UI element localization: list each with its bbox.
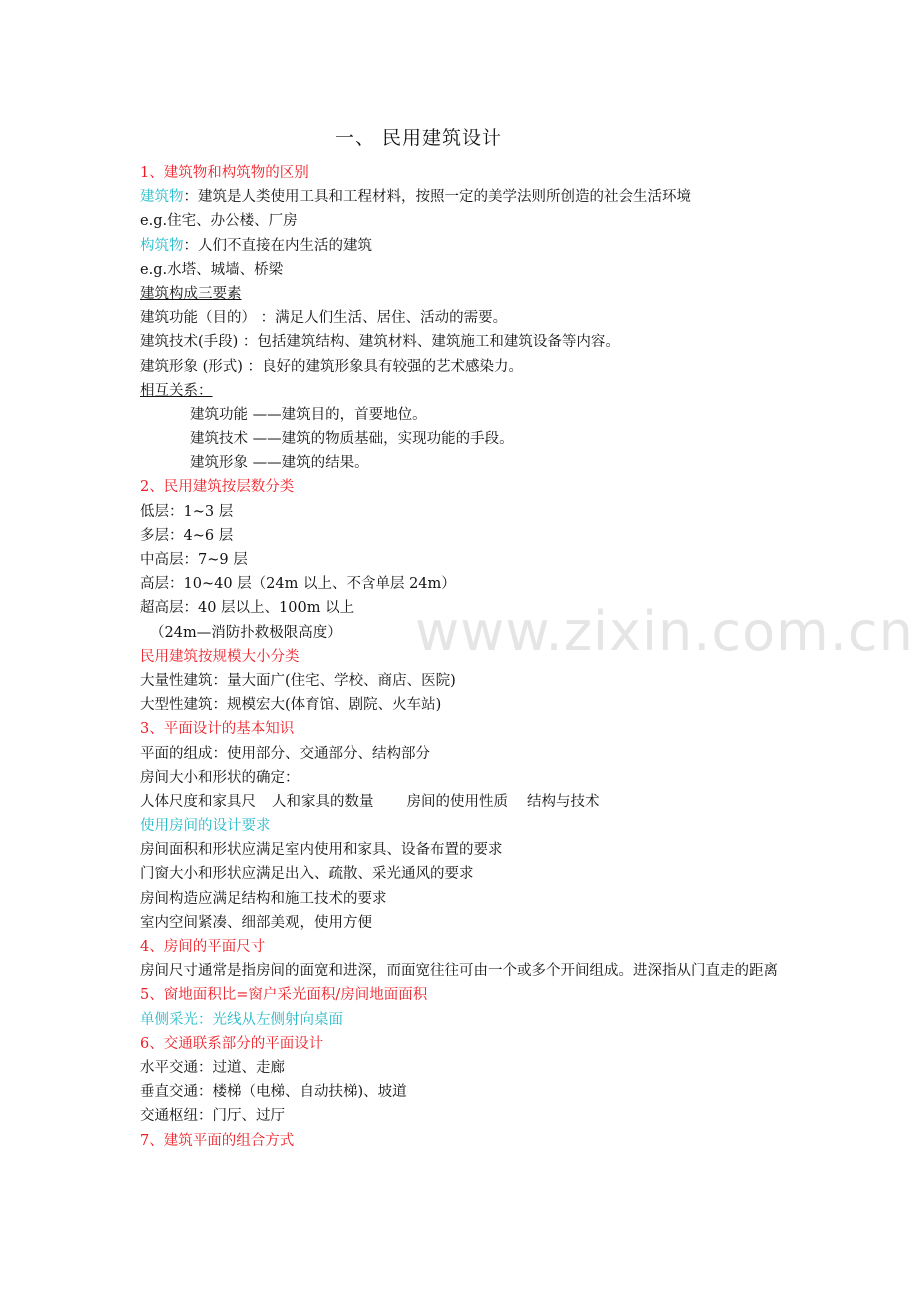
fire-height-note: （24m—消防扑救极限高度） xyxy=(150,624,342,641)
section-2-heading: 2、民用建筑按层数分类 xyxy=(140,479,295,496)
element-technology: 建筑技术(手段) ：包括建筑结构、建筑材料、建筑施工和建筑设备等内容。 xyxy=(140,334,620,351)
element-function: 建筑功能（目的） ：满足人们生活、居住、活动的需要。 xyxy=(140,310,508,327)
section-1-heading: 1、建筑物和构筑物的区别 xyxy=(140,165,309,181)
factor-item: 结构与技术 xyxy=(527,793,600,810)
scale-large: 大型性建筑：规模宏大(体育馆、剧院、火车站) xyxy=(140,697,442,714)
traffic-hub: 交通枢纽：门厅、过厅 xyxy=(140,1108,285,1125)
building-def-text: ：建筑是人类使用工具和工程材料，按照一定的美学法则所创造的社会生活环境 xyxy=(183,189,691,206)
document-page xyxy=(140,120,800,1153)
room-size-heading: 房间大小和形状的确定： xyxy=(140,769,300,786)
plan-composition: 平面的组成：使用部分、交通部分、结构部分 xyxy=(140,745,430,762)
floors-low: 低层：1~3 层 xyxy=(140,503,234,520)
floors-multi: 多层：4~6 层 xyxy=(140,527,234,544)
elements-heading: 建筑构成三要素 xyxy=(140,285,242,302)
relation-image: 建筑形象 ——建筑的结果。 xyxy=(190,455,369,472)
requirement-item: 室内空间紧凑、细部美观，使用方便 xyxy=(140,914,372,931)
section-6-heading: 6、交通联系部分的平面设计 xyxy=(140,1035,324,1052)
factor-item: 人和家具的数量 xyxy=(272,793,374,810)
building-example: e.g.住宅、办公楼、厂房 xyxy=(140,213,298,230)
relation-heading: 相互关系： xyxy=(140,382,213,399)
factor-item: 房间的使用性质 xyxy=(406,793,508,810)
relation-technology: 建筑技术 ——建筑的物质基础，实现功能的手段。 xyxy=(190,431,514,448)
structure-term: 构筑物 xyxy=(140,237,184,254)
structure-definition xyxy=(140,234,800,258)
floors-high: 高层：10~40 层（24m 以上、不含单层 24m） xyxy=(140,576,456,593)
watermark: www.zixin.com.cn xyxy=(415,600,914,663)
floors-midhigh: 中高层：7~9 层 xyxy=(140,552,248,568)
element-image: 建筑形象 (形式) ：良好的建筑形象具有较强的艺术感染力。 xyxy=(140,358,524,375)
scale-mass: 大量性建筑：量大面广(住宅、学校、商店、医院) xyxy=(140,672,456,689)
scale-heading: 民用建筑按规模大小分类 xyxy=(140,648,300,665)
section-5-heading: 5、窗地面积比=窗户采光面积/房间地面面积 xyxy=(140,987,428,1004)
factor-item: 人体尺度和家具尺 xyxy=(140,793,256,810)
horizontal-traffic: 水平交通：过道、走廊 xyxy=(140,1059,285,1076)
structure-def-text: ：人们不直接在内生活的建筑 xyxy=(183,237,372,254)
section-4-heading: 4、房间的平面尺寸 xyxy=(140,939,266,955)
vertical-traffic: 垂直交通：楼梯（电梯、自动扶梯)、坡道 xyxy=(140,1084,407,1101)
section-7-heading: 7、建筑平面的组合方式 xyxy=(140,1132,295,1149)
building-term: 建筑物 xyxy=(140,189,184,206)
side-lighting-note: 单侧采光：光线从左侧射向桌面 xyxy=(140,1011,343,1028)
page-title: 一、 民用建筑设计 xyxy=(335,127,503,149)
floors-super: 超高层：40 层以上、100m 以上 xyxy=(140,600,355,617)
requirement-item: 房间构造应满足结构和施工技术的要求 xyxy=(140,890,387,907)
relation-function: 建筑功能 ——建筑目的，首要地位。 xyxy=(190,406,427,423)
room-dimension-text: 房间尺寸通常是指房间的面宽和进深，而面宽往往可由一个或多个开间组成。进深指从门直走的距离 xyxy=(140,963,778,980)
building-definition xyxy=(140,185,800,209)
section-3-heading: 3、平面设计的基本知识 xyxy=(140,721,295,738)
room-requirements-heading: 使用房间的设计要求 xyxy=(140,818,271,835)
structure-example: e.g.水塔、城墙、桥梁 xyxy=(140,261,284,278)
requirement-item: 门窗大小和形状应满足出入、疏散、采光通风的要求 xyxy=(140,866,474,883)
room-factors xyxy=(140,790,800,814)
requirement-item: 房间面积和形状应满足室内使用和家具、设备布置的要求 xyxy=(140,842,503,859)
